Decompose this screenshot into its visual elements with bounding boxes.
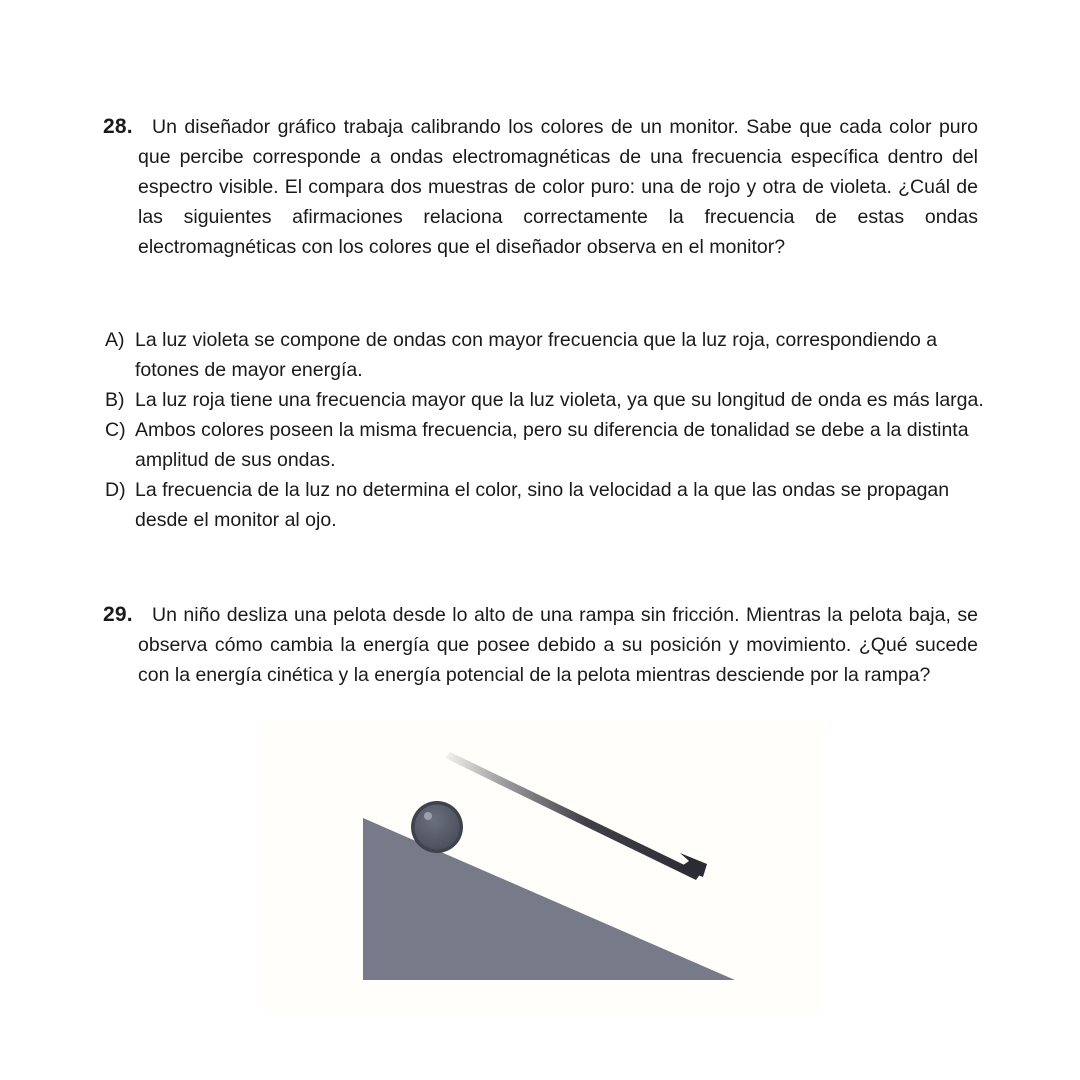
question-29-number: 29. [103,603,133,626]
question-28-text [138,112,978,262]
option-a-text: La luz violeta se compone de ondas con mayor frecuencia que la luz roja, correspondiendo a fotones de mayor energía. [135,329,938,381]
motion-arrow-shaft [445,752,701,880]
question-28 [103,112,978,262]
option-c[interactable] [105,415,985,475]
option-c-text: Ambos colores poseen la misma frecuencia, pero su diferencia de tonalidad se debe a la distinta amplitud de sus ondas. [135,419,969,471]
option-d[interactable] [105,475,985,535]
ramp-figure-svg [260,722,826,1012]
question-29 [103,600,978,690]
option-b-text: La luz roja tiene una frecuencia mayor que la luz violeta, ya que su longitud de onda es más larga. [135,389,984,411]
option-a[interactable] [105,325,985,385]
option-b-label: B) [105,389,125,411]
option-a-label: A) [105,329,125,351]
ball [411,801,463,853]
question-28-options [105,325,985,535]
ball-body [415,805,460,850]
question-28-body: Un diseñador gráfico trabaja calibrando los colores de un monitor. Sabe que cada color puro que percibe corresponde a ondas electromagnéticas de una frecuencia específica dentro del espectro visible. El compara dos muestras de color puro: una de rojo y otra de violeta. ¿Cuál de las siguientes afirmaciones relaciona correctamente la frecuencia de estas ondas electromagnéticas con los colores que el diseñador observa en el monitor? [138,116,978,258]
option-c-label: C) [105,419,126,441]
option-d-text: La frecuencia de la luz no determina el color, sino la velocidad a la que las ondas se propagan desde el monitor al ojo. [135,479,950,531]
motion-arrow [445,752,707,880]
ball-highlight [424,812,432,820]
option-d-label: D) [105,479,126,501]
question-28-number: 28. [103,115,133,138]
question-29-body: Un niño desliza una pelota desde lo alto de una rampa sin fricción. Mientras la pelota baja, se observa cómo cambia la energía que posee debido a su posición y movimiento. ¿Qué sucede con la energía cinética y la energía potencial de la pelota mientras desciende por la rampa? [138,604,978,686]
ramp-figure-panel [260,722,826,1012]
question-29-text [138,600,978,690]
option-b[interactable] [105,385,985,415]
